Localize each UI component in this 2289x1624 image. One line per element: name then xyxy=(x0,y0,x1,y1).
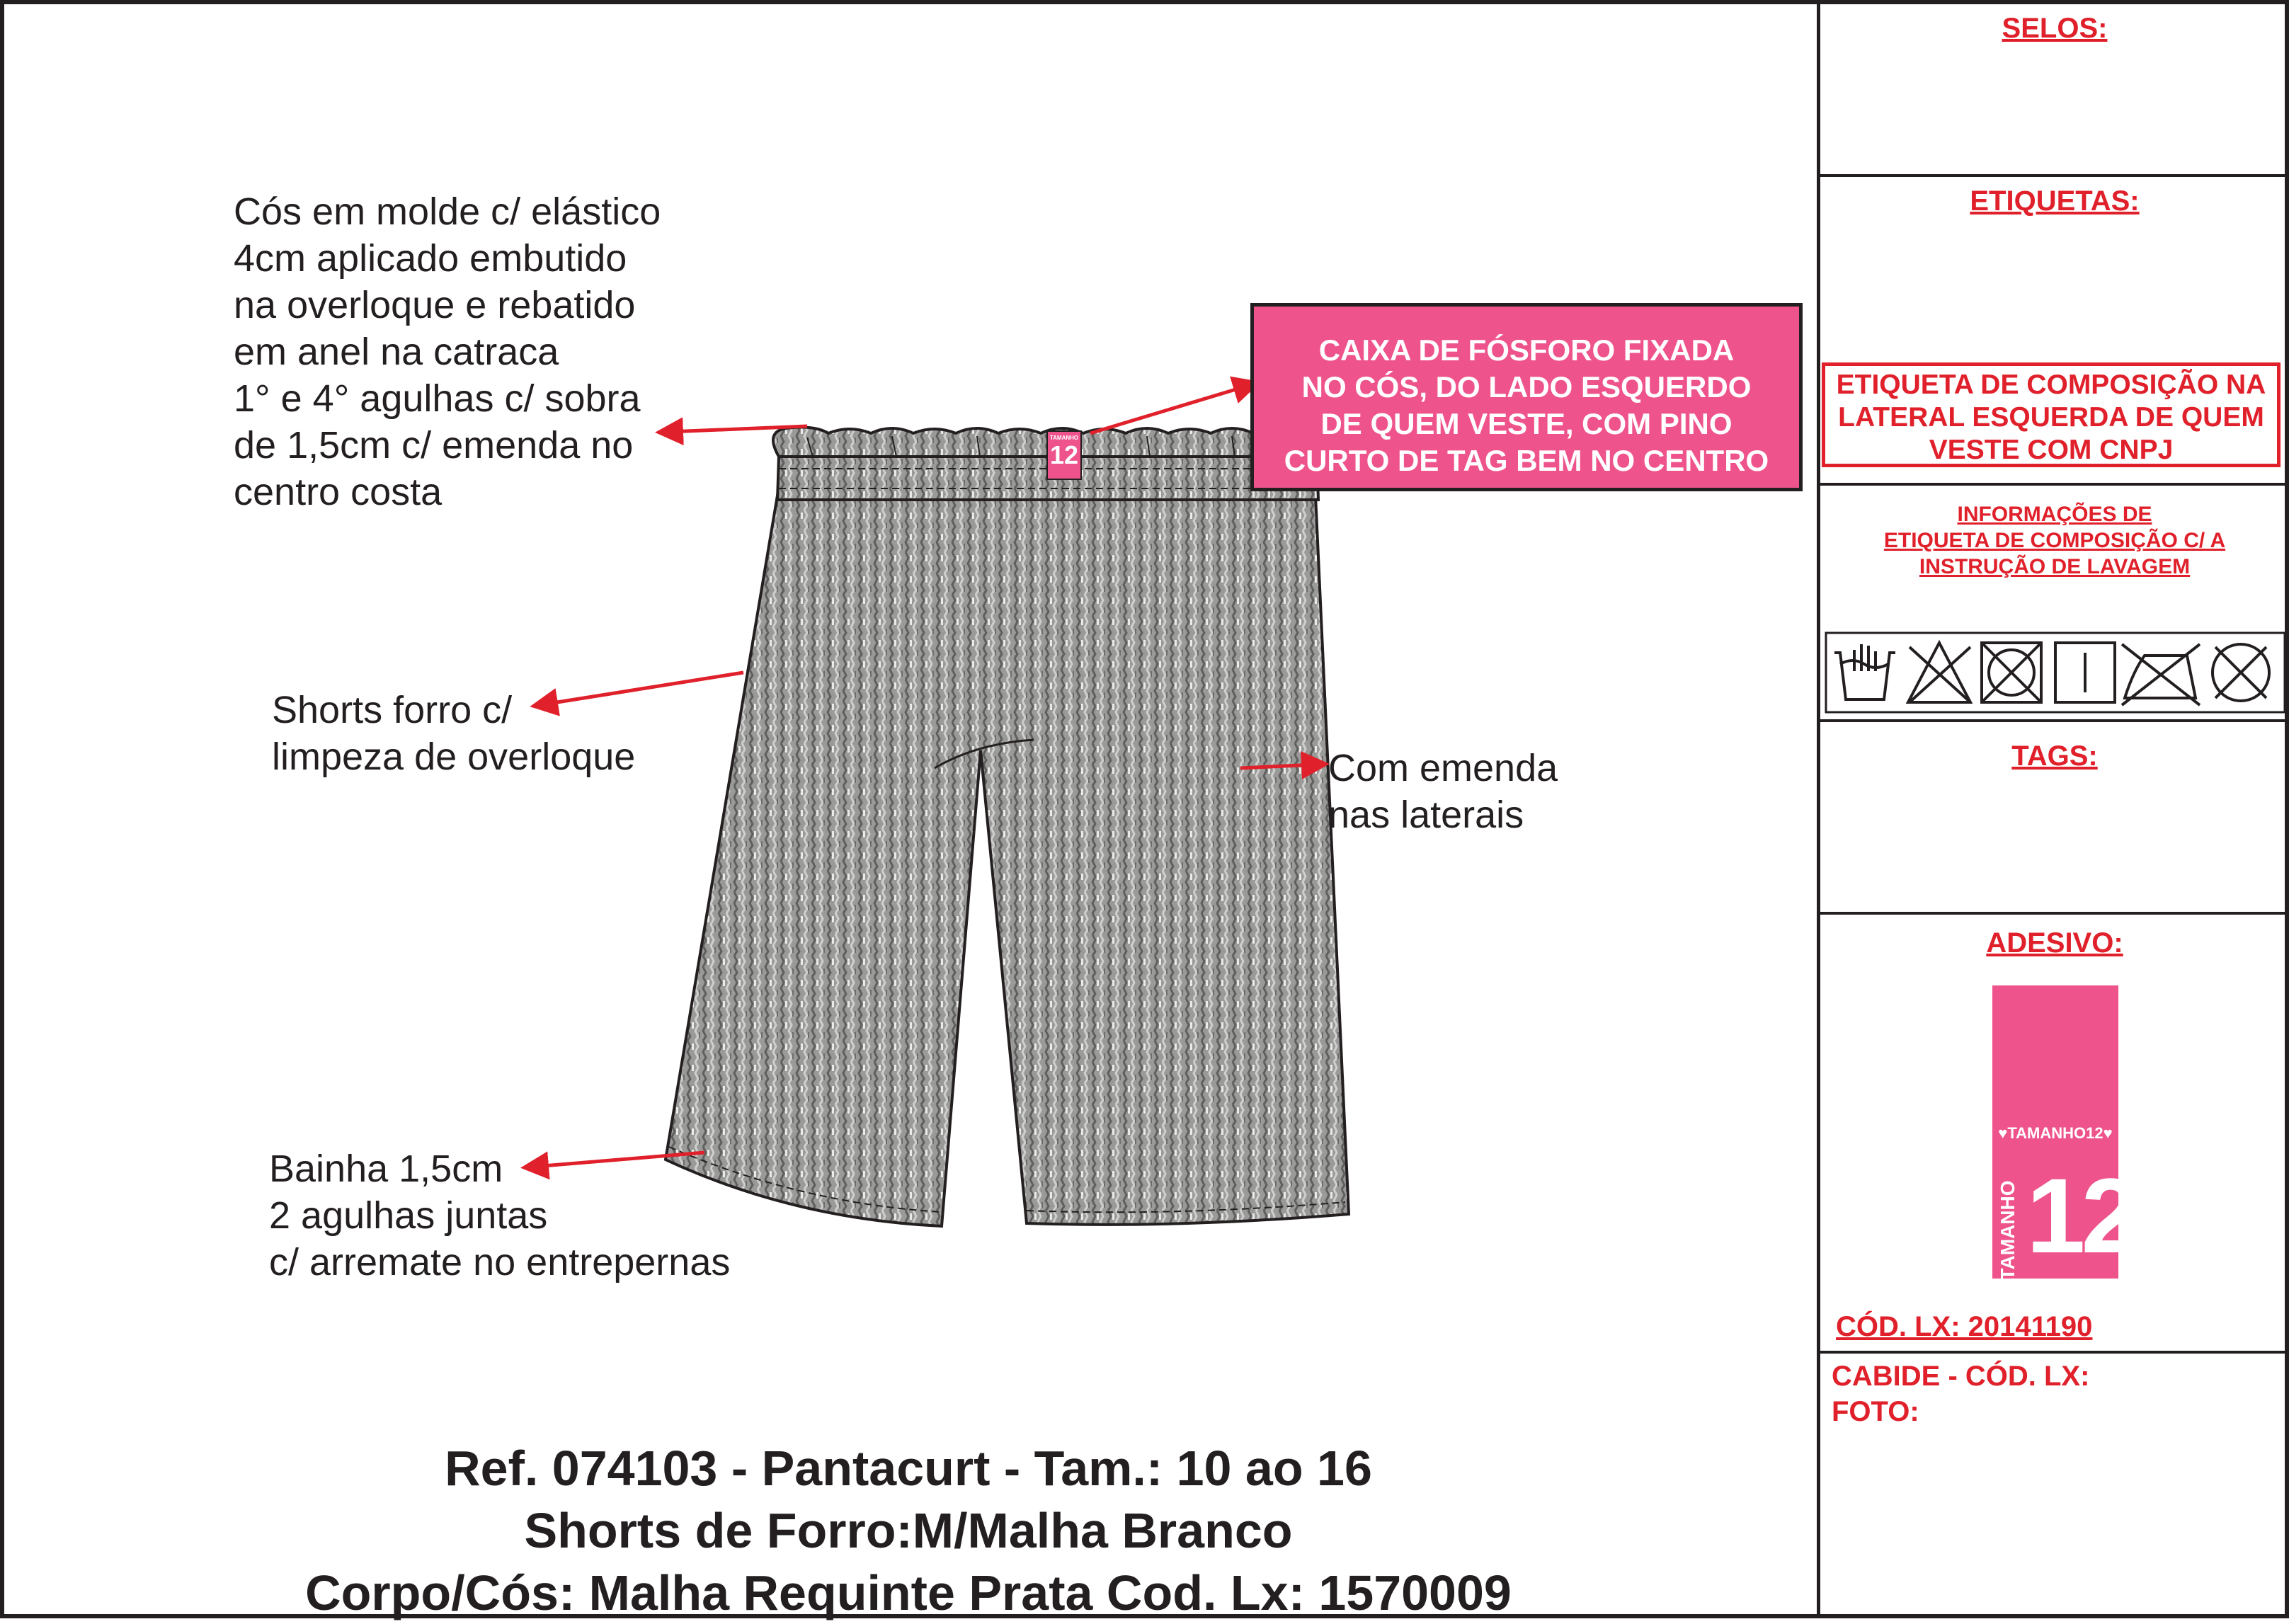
title-line-ref: Ref. 074103 - Pantacurt - Tam.: 10 ao 16 xyxy=(445,1441,1372,1496)
waistband-tag-number: 12 xyxy=(1049,440,1079,469)
annotation-line: de 1,5cm c/ emenda no xyxy=(234,424,634,467)
annotation-line: nas laterais xyxy=(1328,794,1524,836)
care-info-section xyxy=(1820,486,2289,722)
info-line: INSTRUÇÃO DE LAVAGEM xyxy=(1919,555,2191,578)
composition-label-box xyxy=(1822,362,2281,467)
annotation-line: c/ arremate no entrepernas xyxy=(269,1241,731,1283)
hem-annotation xyxy=(269,1145,730,1286)
composition-line: VESTE COM CNPJ xyxy=(1929,435,2174,465)
note-line: CURTO DE TAG BEM NO CENTRO xyxy=(1284,444,1769,477)
selos-title: SELOS: xyxy=(2002,13,2108,44)
annotation-line: Cós em molde c/ elástico xyxy=(234,190,661,233)
waistband-annotation xyxy=(234,188,661,515)
info-line: ETIQUETA DE COMPOSIÇÃO C/ A xyxy=(1883,529,2226,552)
note-line: NO CÓS, DO LADO ESQUERDO xyxy=(1301,370,1752,404)
annotation-line: em anel na catraca xyxy=(234,331,559,373)
sticker-top-label: TAMANHO12 xyxy=(2007,1124,2104,1142)
selos-section xyxy=(1820,0,2289,177)
ruffle xyxy=(773,428,1318,457)
waistband-size-tag xyxy=(1046,430,1082,480)
foto-label: FOTO: xyxy=(1832,1396,1919,1427)
sticker-number: 12 xyxy=(2026,1156,2136,1275)
composition-line: LATERAL ESQUERDA DE QUEM xyxy=(1838,402,2264,433)
cod-lx-code: CÓD. LX: 20141190 xyxy=(1836,1311,2093,1342)
cabide-label: CABIDE - CÓD. LX: xyxy=(1832,1361,2090,1392)
title-line-body: Corpo/Cós: Malha Requinte Prata Cod. Lx: 1570009 xyxy=(305,1565,1512,1620)
composition-info xyxy=(1820,501,2289,580)
tags-title: TAGS: xyxy=(2011,740,2098,772)
heart-icon: ♥ xyxy=(1998,1124,2008,1142)
tags-section xyxy=(1820,722,2289,915)
side-seam-annotation xyxy=(1328,745,1558,838)
annotation-line: 1° e 4° agulhas c/ sobra xyxy=(234,377,641,420)
matchbox-note-box xyxy=(1250,303,1803,491)
note-line: DE QUEM VESTE, COM PINO xyxy=(1320,407,1733,440)
waistband-tag-label: TAMANHO xyxy=(1049,435,1079,441)
annotation-line: limpeza de overloque xyxy=(272,736,636,778)
spec-sidebar xyxy=(1817,0,2289,1618)
etiquetas-title: ETIQUETAS: xyxy=(1970,185,2140,217)
note-line: CAIXA DE FÓSFORO FIXADA xyxy=(1318,333,1735,367)
heart-icon: ♥ xyxy=(2103,1124,2113,1142)
pants-body xyxy=(666,496,1349,1226)
annotation-line: 2 agulhas juntas xyxy=(269,1194,548,1237)
etiquetas-section xyxy=(1820,177,2289,486)
annotation-line: 4cm aplicado embutido xyxy=(234,237,627,280)
title-line-lining: Shorts de Forro:M/Malha Branco xyxy=(524,1503,1293,1558)
size-sticker xyxy=(1992,985,2136,1281)
product-title xyxy=(0,1437,1817,1624)
sticker-top-text xyxy=(1992,1124,2118,1143)
annotation-line: Bainha 1,5cm xyxy=(269,1148,503,1190)
care-symbols xyxy=(1825,631,2286,715)
annotation-line: Com emenda xyxy=(1328,747,1558,789)
cabide-section xyxy=(1820,1354,2289,1618)
annotation-line: centro costa xyxy=(234,471,443,513)
lining-annotation xyxy=(272,687,635,780)
adesivo-title: ADESIVO: xyxy=(1986,927,2123,959)
annotation-line: Shorts forro c/ xyxy=(272,689,513,731)
sticker-side-text: TAMANHO xyxy=(1997,1180,2019,1281)
annotation-line: na overloque e rebatido xyxy=(234,284,636,326)
info-line: INFORMAÇÕES DE xyxy=(1957,503,2152,526)
adesivo-section xyxy=(1820,915,2289,1354)
composition-line: ETIQUETA DE COMPOSIÇÃO NA xyxy=(1836,370,2266,400)
